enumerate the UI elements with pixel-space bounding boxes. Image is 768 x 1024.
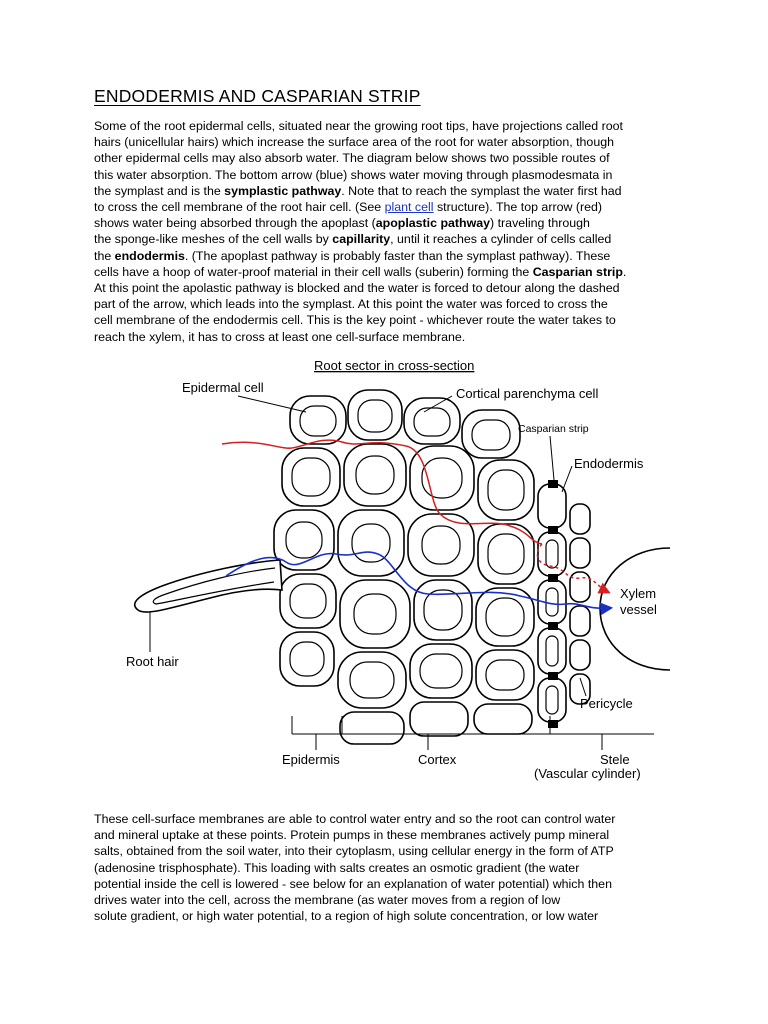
closing-line: drives water into the cell, across the membrane (as water moves from a region of low [94, 893, 561, 908]
intro-line [94, 215, 684, 231]
cortical-cell [340, 580, 410, 648]
cortical-cell [538, 484, 566, 528]
epidermal-cell [410, 702, 468, 736]
pericycle-cell [570, 640, 590, 670]
intro-line [94, 183, 684, 199]
text-run: hairs (unicellular hairs) which increase the surface area of the root for water absorption, though [94, 135, 614, 150]
closing-paragraph [94, 811, 684, 924]
label-cortex: Cortex [418, 752, 457, 767]
cell-layer [135, 390, 670, 744]
cortical-cell [338, 510, 404, 576]
text-run: cells have a hoop of water-proof material in their cell walls (suberin) forming the [94, 264, 533, 279]
leader-endodermis [562, 466, 572, 492]
term-endodermis: endodermis [114, 248, 185, 263]
epidermal-cell [340, 712, 404, 744]
text-run: , until it reaches a cylinder of cells called [390, 232, 612, 247]
intro-line [94, 118, 684, 134]
page-title: ENDODERMIS AND CASPARIAN STRIP [94, 86, 421, 106]
intro-line [94, 167, 684, 183]
label-xylem-vessel: vessel [620, 602, 657, 617]
cortical-cell [280, 574, 336, 628]
pericycle-cell [570, 572, 590, 602]
intro-line [94, 312, 684, 328]
term-symplastic-pathway: symplastic pathway [224, 183, 342, 198]
epidermal-cell [404, 398, 460, 444]
text-run: structure). The top arrow (red) [433, 200, 603, 215]
term-apoplastic-pathway: apoplastic pathway [375, 216, 491, 231]
cortical-cell [344, 444, 406, 506]
closing-line: and mineral uptake at these points. Protein pumps in these membranes actively pump mineral [94, 828, 610, 843]
text-run: the [94, 248, 115, 263]
cortical-cell [478, 460, 534, 520]
label-pericycle: Pericycle [580, 696, 633, 711]
label-stele: Stele [600, 752, 630, 767]
text-run: to cross the cell membrane of the root hair cell. (See [94, 200, 385, 215]
text-run: the symplast and is the [94, 183, 225, 198]
endodermis-cell [538, 628, 566, 674]
closing-line: salts, obtained from the soil water, into their cytoplasm, using cellular energy in the form of ATP [94, 844, 614, 859]
label-epidermal-cell: Epidermal cell [182, 380, 264, 395]
text-run: the sponge-like meshes of the cell walls by [94, 232, 333, 247]
pericycle-cell [570, 606, 590, 636]
casparian-strip-mark [548, 672, 558, 680]
epidermal-cell [474, 704, 532, 734]
text-run: part of the arrow, which leads into the symplast. At this point the water was forced to cross the [94, 297, 608, 312]
endodermis-cell [538, 532, 566, 576]
text-run: . Note that to reach the symplast the water first had [341, 183, 622, 198]
pericycle-cell [570, 504, 590, 534]
text-run: Some of the root epidermal cells, situated near the growing root tips, have projections called root [94, 119, 623, 133]
casparian-strip-mark [548, 480, 558, 488]
closing-line: solute gradient, or high water potential, to a region of high solute concentration, or low water [94, 909, 599, 924]
cortical-cell [282, 448, 340, 506]
label-epidermis: Epidermis [282, 752, 340, 767]
text-run: . (The apoplast pathway is probably faster than the symplast pathway). These [184, 248, 611, 263]
casparian-strip-mark [548, 622, 558, 630]
intro-paragraph [94, 118, 684, 345]
label-casparian-strip: Casparian strip [518, 423, 589, 435]
cortical-cell [414, 580, 472, 640]
cortical-cell [476, 650, 534, 700]
epidermal-cell [280, 632, 334, 686]
label-endodermis: Endodermis [574, 456, 644, 471]
leader-casparian-strip [550, 436, 554, 480]
intro-line [94, 150, 684, 166]
casparian-strip-mark [548, 526, 558, 534]
intro-line [94, 280, 684, 296]
diagram-caption: Root sector in cross-section [314, 358, 475, 373]
text-run: . [622, 264, 627, 279]
text-run: shows water being absorbed through the apoplast ( [94, 216, 376, 231]
label-root-hair: Root hair [126, 654, 179, 669]
cortical-cell [338, 652, 406, 708]
intro-line [94, 231, 684, 247]
text-run: At this point the apolastic pathway is blocked and the water is forced to detour along the dashed [94, 281, 620, 296]
closing-line: These cell-surface membranes are able to control water entry and so the root can control water [94, 812, 616, 826]
cortical-cell [410, 644, 472, 698]
text-run: ) traveling through [490, 216, 590, 231]
epidermal-cell [290, 396, 346, 444]
intro-line [94, 264, 684, 280]
endodermis-cell [538, 678, 566, 722]
label-cortical-cell: Cortical parenchyma cell [456, 386, 599, 401]
epidermal-cell [462, 410, 520, 458]
intro-line [94, 329, 684, 345]
label-vascular-cylinder: (Vascular cylinder) [534, 766, 641, 781]
text-run: other epidermal cells may also absorb water. The diagram below shows two possible routes of [94, 151, 610, 166]
closing-line: (adenosine trisphosphate). This loading with salts creates an osmotic gradient (the water [94, 860, 580, 875]
plant-cell-link[interactable]: plant cell [384, 200, 434, 215]
root-cross-section-diagram [110, 352, 670, 792]
closing-line: potential inside the cell is lowered - see below for an explanation of water potential) which then [94, 876, 612, 891]
pericycle-cell [570, 538, 590, 568]
intro-line [94, 134, 684, 150]
term-casparian-strip: Casparian strip [532, 264, 623, 279]
intro-line [94, 248, 684, 264]
intro-line [94, 296, 684, 312]
text-run: cell membrane of the endodermis cell. This is the key point - whichever route the water takes to [94, 313, 616, 328]
term-capillarity: capillarity [332, 232, 391, 247]
intro-line [94, 199, 684, 215]
label-xylem: Xylem [620, 586, 657, 601]
text-run: this water absorption. The bottom arrow (blue) shows water moving through plasmodesmata in [94, 167, 613, 182]
casparian-strip-mark [548, 574, 558, 582]
text-run: reach the xylem, it has to cross at least one cell-surface membrane. [94, 329, 466, 344]
